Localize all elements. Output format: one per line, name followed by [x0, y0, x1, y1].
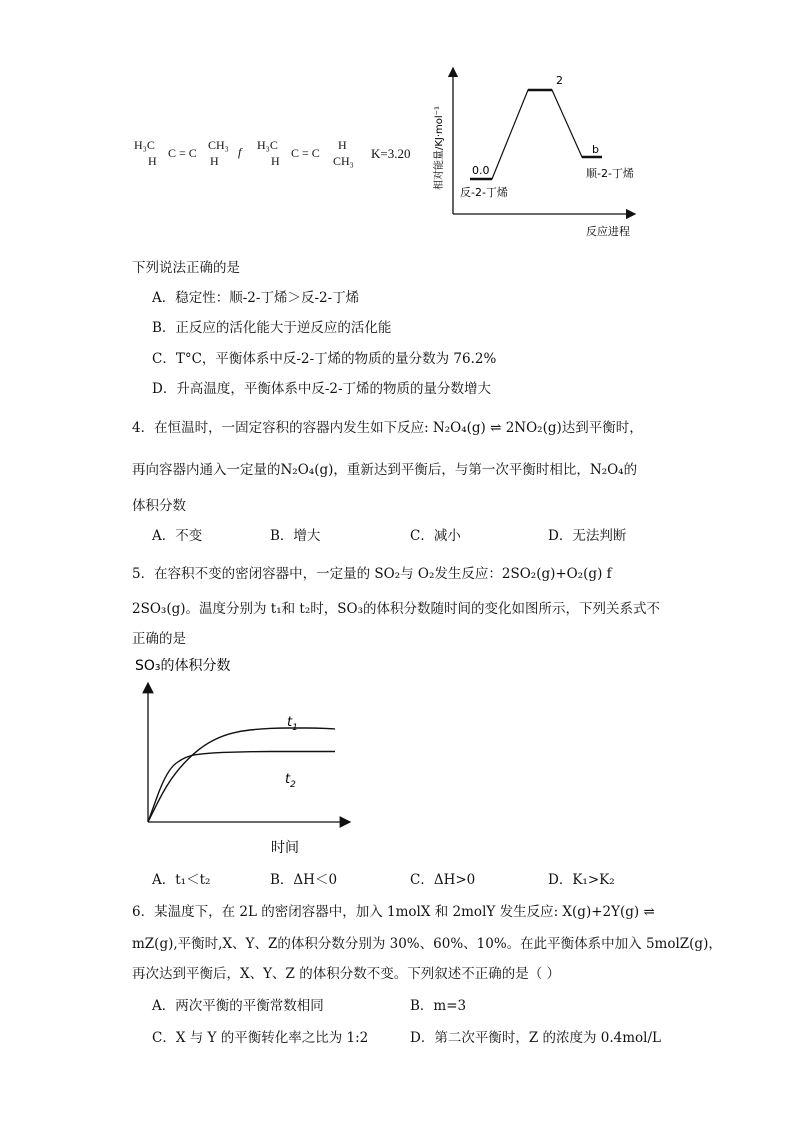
q5-option-c: C．ΔH>0 — [410, 872, 476, 888]
q5-option-a: A．t₁＜t₂ — [152, 872, 211, 888]
h-label: H — [210, 154, 219, 168]
q3-stem: 下列说法正确的是 — [132, 260, 240, 276]
q5-line-2: 2SO₃(g)。温度分别为 t₁和 t₂时，SO₃的体积分数随时间的变化如图所示，下列关系式不 — [132, 601, 660, 617]
q4-option-b: B．增大 — [270, 528, 321, 544]
q4-option-d: D．无法判断 — [548, 528, 627, 544]
end-value-label: b — [592, 143, 599, 156]
x-axis-label: 反应进程 — [586, 225, 630, 238]
q6-option-a: A．两次平衡的平衡常数相同 — [152, 998, 324, 1014]
q6-line-1: 6．某温度下，在 2L 的密闭容器中，加入 1molX 和 2molY 发生反应: X(g)+2Y(g) ⇌ — [132, 904, 655, 920]
q5-line-3: 正确的是 — [132, 631, 186, 647]
q5-option-d: D．K₁>K₂ — [548, 872, 615, 888]
so3-volume-fraction-chart — [125, 650, 365, 860]
chart-x-label: 时间 — [271, 840, 299, 856]
h3c-label: H₃C — [257, 138, 278, 152]
q3-option-b: B．正反应的活化能大于逆反应的活化能 — [152, 320, 392, 336]
energy-diagram — [420, 62, 650, 240]
start-state-label: 反-2-丁烯 — [460, 186, 508, 199]
ch3-label: CH₃ — [333, 154, 354, 168]
equilibrium-constant: K=3.20 — [371, 146, 411, 161]
q4-option-c: C．减小 — [410, 528, 461, 544]
series-line-t1 — [148, 728, 335, 822]
ch3-label: CH₃ — [208, 138, 229, 152]
q6-option-d: D．第二次平衡时，Z 的浓度为 0.4mol/L — [410, 1030, 662, 1046]
q4-option-a: A．不变 — [152, 528, 203, 544]
q6-line-2: mZ(g),平衡时,X、Y、Z的体积分数分别为 30%、60%、10%。在此平衡体系中加入 5molZ(g)， — [132, 936, 722, 952]
q4-line-2: 再向容器内通入一定量的N₂O₄(g)，重新达到平衡后，与第一次平衡时相比，N₂O₄的 — [132, 462, 638, 478]
series-line-t2 — [148, 752, 335, 823]
h3c-label: H₃C — [134, 138, 155, 152]
peak-label: 2 — [556, 74, 563, 87]
q5-option-b: B．ΔH＜0 — [270, 872, 338, 888]
q6-line-3: 再次达到平衡后，X、Y、Z 的体积分数不变。下列叙述不正确的是（ ） — [132, 966, 560, 982]
q3-option-c: C．T°C，平衡体系中反-2-丁烯的物质的量分数为 76.2% — [152, 351, 497, 367]
y-axis-label: 相对能量/KJ·mol⁻¹ — [434, 106, 445, 190]
q4-line-3: 体积分数 — [132, 498, 186, 514]
energy-path — [470, 90, 602, 179]
h-label: H — [148, 154, 157, 168]
series-t1-label: $t_1$ — [287, 715, 298, 733]
start-value-label: 0.0 — [472, 164, 490, 177]
series-t2-label: $t_2$ — [285, 772, 296, 790]
q6-option-c: C．X 与 Y 的平衡转化率之比为 1:2 — [152, 1030, 369, 1046]
end-state-label: 顺-2-丁烯 — [586, 167, 634, 180]
q5-line-1: 5．在容积不变的密闭容器中，一定量的 SO₂与 O₂发生反应：2SO₂(g)+O₂(g) f — [132, 566, 612, 582]
q3-option-a: A．稳定性：顺-2-丁烯＞反-2-丁烯 — [152, 290, 360, 306]
double-bond-label: C = C — [291, 146, 320, 160]
double-bond-label: C = C — [168, 146, 197, 160]
q3-option-d: D．升高温度，平衡体系中反-2-丁烯的物质的量分数增大 — [152, 381, 492, 397]
chart-y-label: SO₃的体积分数 — [135, 658, 231, 674]
equilibrium-arrow: f — [238, 145, 242, 159]
h-label: H — [338, 138, 347, 152]
q6-option-b: B．m=3 — [410, 998, 467, 1014]
h-label: H — [271, 154, 280, 168]
q4-line-1: 4．在恒温时，一固定容积的容器内发生如下反应: N₂O₄(g) ⇌ 2NO₂(g)达到平衡时， — [132, 420, 643, 436]
